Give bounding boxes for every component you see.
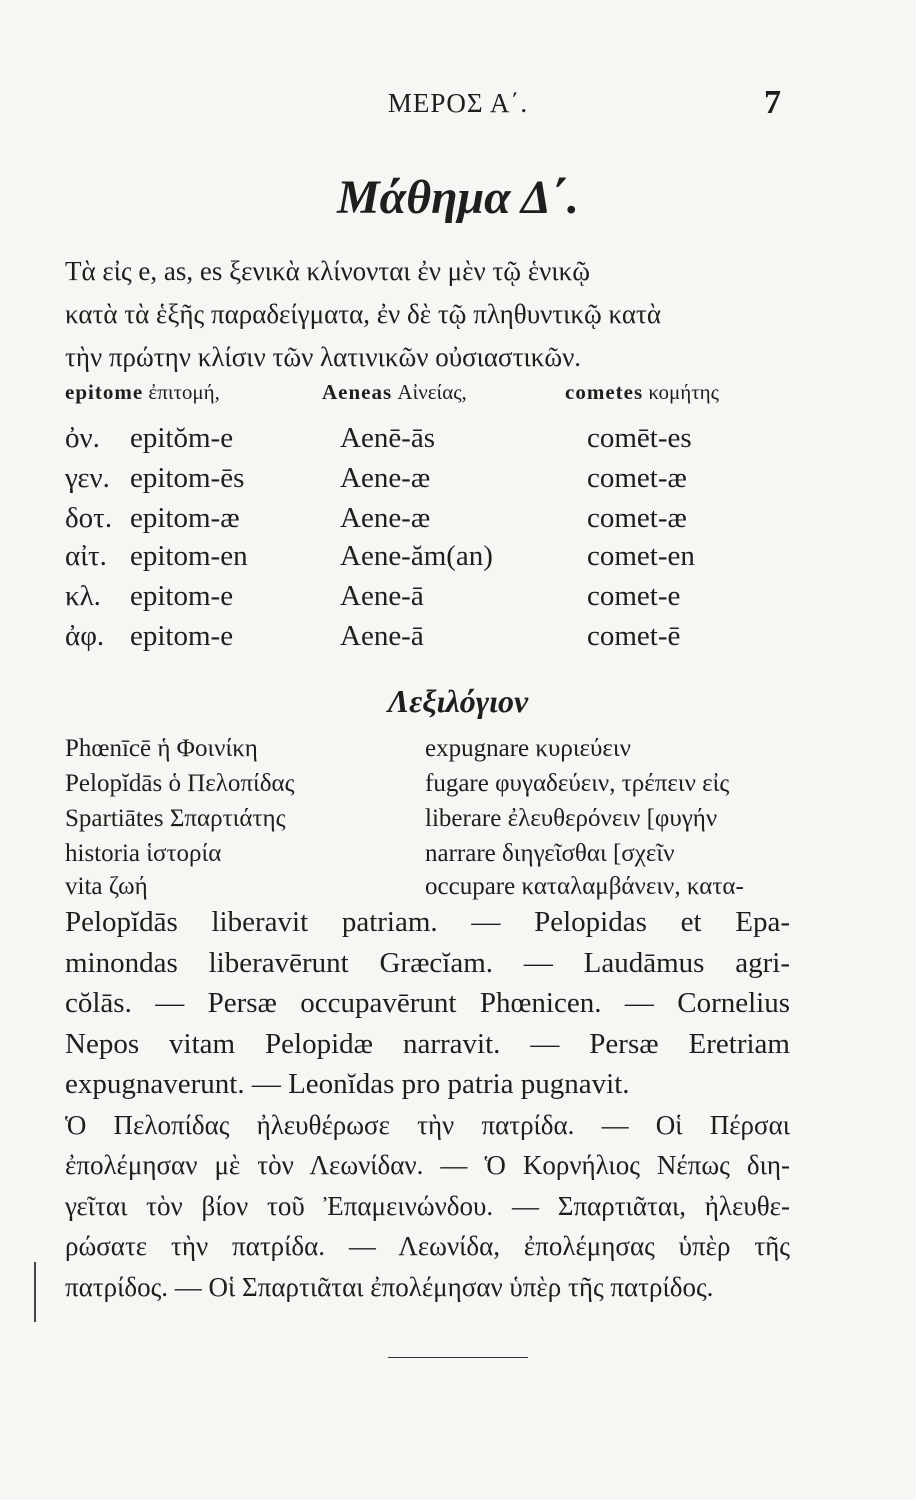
section-divider: [388, 1357, 528, 1358]
vocab-entry-left: Pelopĭdās ὁ Πελοπίδας: [65, 770, 295, 797]
cometes-form: comēt-es: [587, 422, 692, 454]
case-label: κλ.: [65, 580, 101, 612]
noun-latin: epitome: [65, 380, 144, 404]
vocabulary-title: Λεξιλόγιον: [387, 683, 529, 719]
epitome-form: epitom-e: [130, 580, 234, 612]
greek-sentence-line: πατρίδος. — Οἱ Σπαρτιᾶται ἐπολέμησαν ὑπὲρ τῆς πατρίδος.: [65, 1271, 714, 1302]
vocabulary-row: [0, 840, 916, 875]
epitome-form: epitom-en: [130, 540, 248, 572]
vocab-entry-right: liberare ἐλευθερόνειν [φυγήν: [425, 805, 718, 832]
aeneas-form: Aene-ā: [340, 620, 424, 652]
declension-row: [0, 422, 916, 462]
declension-row: [0, 462, 916, 502]
latin-sentence-line: Nepos vitam Pelopidæ narravit. — Persæ Eretriam: [65, 1027, 790, 1060]
aeneas-form: Aene-æ: [340, 462, 431, 494]
cometes-form: comet-æ: [587, 502, 687, 534]
running-header: ΜΕΡΟΣ Α΄.: [387, 88, 529, 118]
noun-greek: κομήτης: [648, 380, 719, 404]
declension-row: [0, 540, 916, 580]
exercise-text: [65, 902, 790, 1307]
intro-line: τὴν πρώτην κλίσιν τῶν λατινικῶν οὐσιαστικῶν.: [65, 342, 582, 372]
noun-header-epitome: [65, 380, 220, 405]
noun-header-cometes: [565, 380, 719, 405]
aeneas-form: Aene-æ: [340, 502, 431, 534]
epitome-form: epitom-e: [130, 620, 234, 652]
latin-sentence-line: Pelopĭdās liberavit patriam. — Pelopidas et Epa-: [65, 906, 790, 938]
vocab-entry-right: narrare διηγεῖσθαι [σχεῖν: [425, 840, 675, 867]
noun-greek: Αἰνείας,: [397, 380, 467, 404]
aeneas-form: Aenē-ās: [340, 422, 436, 454]
case-label: δοτ.: [65, 502, 113, 534]
cometes-form: comet-en: [587, 540, 695, 572]
vocab-entry-left: Phœnīcē ἡ Φοινίκη: [65, 735, 258, 762]
noun-header-aeneas: [322, 380, 467, 405]
intro-paragraph: [65, 250, 795, 379]
cometes-form: comet-ē: [587, 620, 681, 652]
noun-greek: ἐπιτομή,: [148, 380, 220, 404]
noun-latin: cometes: [565, 380, 644, 404]
epitome-form: epitŏm-e: [130, 422, 234, 454]
greek-sentence-line: Ὁ Πελοπίδας ἠλευθέρωσε τὴν πατρίδα. — Οἱ Πέρσαι: [65, 1109, 790, 1140]
noun-latin: Aeneas: [322, 380, 393, 404]
latin-sentence-line: cŏlās. — Persæ occupavērunt Phœnicen. — Cornelius: [65, 987, 790, 1019]
vocabulary-row: [0, 805, 916, 840]
vocab-entry-left: historia ἱστορία: [65, 840, 222, 867]
greek-sentence-line: ἐπολέμησαν μὲ τὸν Λεωνίδαν. — Ὁ Κορνήλιος Νέπως διη-: [65, 1150, 790, 1180]
cometes-form: comet-æ: [587, 462, 687, 494]
latin-sentence-line: expugnaverunt. — Leonĭdas pro patria pugnavit.: [65, 1068, 630, 1100]
intro-line: κατὰ τὰ ἑξῆς παραδείγματα, ἐν δὲ τῷ πληθυντικῷ κατὰ: [65, 299, 662, 329]
vocab-entry-left: vita ζωή: [65, 873, 148, 900]
declension-row: [0, 502, 916, 542]
aeneas-form: Aene-ā: [340, 580, 424, 612]
declension-row: [0, 580, 916, 620]
vocabulary-row: [0, 770, 916, 805]
lesson-title: Μάθημα Δ΄.: [336, 171, 580, 224]
latin-sentence-line: minondas liberavērunt Græcĭam. — Laudāmus agri-: [65, 946, 790, 979]
vocab-entry-right: occupare καταλαμβάνειν, κατα-: [425, 873, 744, 900]
greek-sentence-line: γεῖται τὸν βίον τοῦ Ἐπαμεινώνδου. — Σπαρτιᾶται, ἠλευθε-: [65, 1190, 790, 1221]
case-label: ὀν.: [65, 422, 100, 454]
greek-sentence-line: ρώσατε τὴν πατρίδα. — Λεωνίδα, ἐπολέμησας ὑπὲρ τῆς: [65, 1231, 790, 1261]
cometes-form: comet-e: [587, 580, 681, 612]
margin-mark: [34, 1262, 36, 1322]
aeneas-form: Aene-ăm(an): [340, 540, 493, 572]
epitome-form: epitom-ēs: [130, 462, 245, 494]
epitome-form: epitom-æ: [130, 502, 240, 534]
vocab-entry-right: expugnare κυριεύειν: [425, 735, 631, 762]
declension-row: [0, 620, 916, 660]
case-label: γεν.: [65, 462, 110, 494]
page-number: 7: [764, 84, 781, 121]
vocabulary-row: [0, 735, 916, 770]
vocab-entry-right: fugare φυγαδεύειν, τρέπειν εἰς: [425, 770, 730, 797]
vocab-entry-left: Spartiātes Σπαρτιάτης: [65, 805, 286, 832]
intro-line: Τὰ εἰς e, as, es ξενικὰ κλίνονται ἐν μὲν τῷ ἑνικῷ: [65, 256, 591, 286]
case-label: ἀφ.: [65, 620, 105, 652]
case-label: αἰτ.: [65, 540, 107, 572]
